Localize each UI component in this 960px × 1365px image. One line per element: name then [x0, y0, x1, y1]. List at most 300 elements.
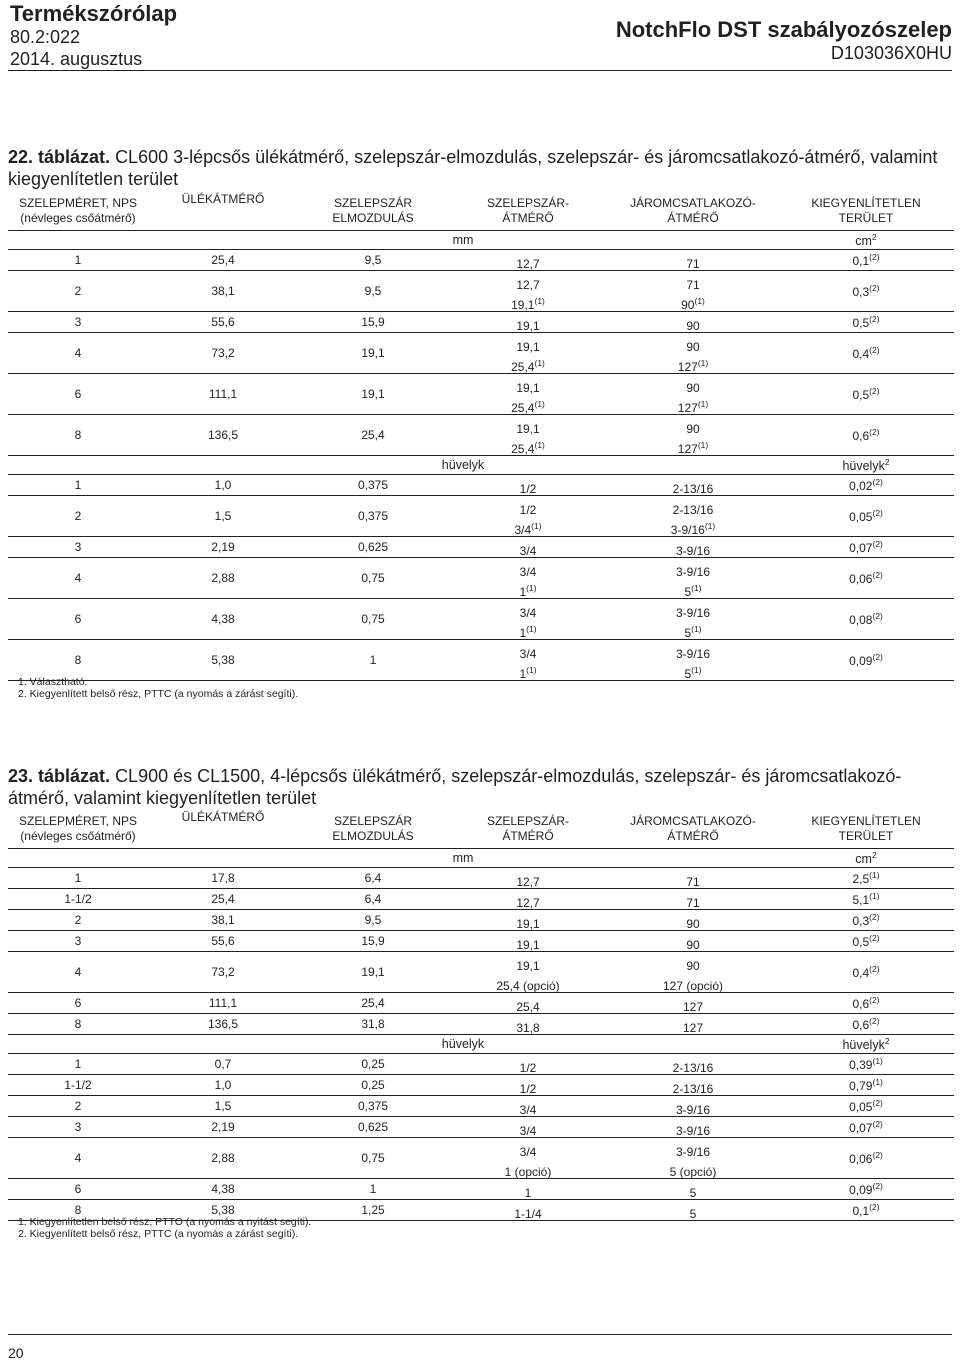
unit-label: mm [148, 231, 778, 250]
cell-area-note: (2) [869, 427, 880, 437]
cell-area-note: (2) [869, 345, 880, 355]
table-row [8, 1138, 954, 1179]
cell-yoke-line [608, 333, 778, 353]
cell-area-note: (2) [872, 1119, 883, 1129]
cell-yoke [608, 1200, 778, 1221]
cell-stem-line [448, 1096, 608, 1116]
table22-caption-text: CL600 3-lépcsős ülékátmérő, szelepszár-elmozdulás, szelepszár- és járomcsatlakozó-átmérő, valamint kiegyenlítetlen terület [8, 147, 938, 189]
cell-yoke-line [608, 910, 778, 930]
cell-yoke-value: 90 [681, 298, 695, 312]
cell-travel: 0,625 [298, 1117, 448, 1138]
cell-area [778, 1096, 954, 1117]
cell-yoke [608, 250, 778, 271]
cell-yoke-value: 2-13/16 [672, 1061, 714, 1075]
cell-area-note: (2) [872, 1150, 883, 1160]
cell-size: 1 [8, 868, 148, 889]
cell-travel: 15,9 [298, 931, 448, 952]
cell-area-value: 0,05 [849, 510, 873, 524]
cell-stem-value: 1 [519, 626, 527, 640]
cell-yoke-value: 127 [682, 1000, 704, 1014]
cell-yoke [608, 1096, 778, 1117]
travel-column-header [298, 192, 448, 231]
cell-area-value: 0,1 [852, 1204, 870, 1218]
cell-port: 2,19 [148, 1117, 298, 1138]
cell-stem-value: 19,1 [516, 381, 540, 395]
table-row [8, 333, 954, 374]
header-rule [8, 70, 952, 71]
cell-area-note: (1) [872, 1077, 883, 1087]
cell-yoke [608, 415, 778, 456]
footnote: 1. Választható. [18, 676, 88, 688]
cell-yoke-line [608, 889, 778, 909]
cell-size: 8 [8, 1200, 148, 1221]
cell-stem-value: 1 [519, 585, 527, 599]
table-row [8, 374, 954, 415]
cell-port: 38,1 [148, 271, 298, 312]
cell-area-value: 0,05 [849, 1100, 873, 1114]
cell-area [778, 271, 954, 312]
cell-stem-line [448, 333, 608, 353]
cell-yoke [608, 1054, 778, 1075]
cell-size: 8 [8, 415, 148, 456]
table-row [8, 889, 954, 910]
cell-port: 1,5 [148, 1096, 298, 1117]
cell-stem [448, 312, 608, 333]
cell-size: 3 [8, 537, 148, 558]
cell-yoke [608, 952, 778, 993]
cell-stem-value: 1-1/4 [514, 1207, 542, 1221]
stem-column-header [448, 192, 608, 231]
cell-yoke-value: 3-9/16 [675, 1124, 711, 1138]
cell-travel: 31,8 [298, 1014, 448, 1035]
table23-notes [18, 1216, 311, 1240]
cell-area-note: (2) [869, 912, 880, 922]
cell-stem-value: 19,1 [516, 917, 540, 931]
cell-yoke-line [608, 599, 778, 619]
table-row [8, 1096, 954, 1117]
cell-travel: 1 [298, 1179, 448, 1200]
table23-caption-number: 23. táblázat. [8, 766, 111, 786]
cell-area [778, 1200, 954, 1221]
header-row [8, 192, 954, 231]
cell-area [778, 993, 954, 1014]
cell-stem [448, 993, 608, 1014]
cell-area-value: 0,6 [852, 1018, 870, 1032]
cell-yoke-value: 5 [684, 626, 692, 640]
cell-stem [448, 1117, 608, 1138]
cell-yoke [608, 1075, 778, 1096]
cell-area [778, 889, 954, 910]
unit-label: mm [148, 849, 778, 868]
cell-stem-value: 3/4 [519, 1103, 537, 1117]
cell-yoke-value: 3-9/16 [675, 565, 711, 579]
cell-size: 6 [8, 374, 148, 415]
table-row [8, 496, 954, 537]
cell-yoke-line [608, 931, 778, 951]
cell-area-note: (2) [872, 1181, 883, 1191]
cell-yoke-value: 2-13/16 [672, 482, 714, 496]
table-row [8, 640, 954, 681]
cell-stem [448, 271, 608, 312]
cell-yoke-note: (1) [694, 296, 705, 306]
cell-travel: 19,1 [298, 374, 448, 415]
area-unit-exponent: 2 [871, 231, 877, 242]
cell-yoke-line [608, 516, 778, 536]
product-name: NotchFlo DST szabályozószelep [615, 17, 952, 42]
cell-yoke-value: 3-9/16 [675, 544, 711, 558]
cell-stem-line [448, 578, 608, 598]
cell-stem-value: 19,1 [516, 938, 540, 952]
cell-yoke-value: 71 [686, 896, 700, 910]
cell-area-value: 0,09 [849, 1183, 873, 1197]
cell-yoke-line [608, 1054, 778, 1074]
cell-stem-line [448, 353, 608, 373]
area-column-header [778, 810, 954, 849]
cell-size: 4 [8, 952, 148, 993]
cell-travel: 1 [298, 640, 448, 681]
cell-area-value: 0,6 [852, 997, 870, 1011]
size-column-header-line: (névleges csőátmérő) [20, 829, 136, 843]
cell-port: 73,2 [148, 952, 298, 993]
cell-stem [448, 333, 608, 374]
cell-stem-line [448, 1014, 608, 1034]
cell-yoke-value: 5 (opció) [669, 1165, 717, 1179]
cell-yoke-line [608, 475, 778, 495]
cell-travel: 0,25 [298, 1075, 448, 1096]
stem-column-header-line: ÁTMÉRŐ [502, 829, 554, 843]
cell-stem-value: 3/4 [519, 606, 537, 620]
cell-travel: 0,75 [298, 599, 448, 640]
cell-port: 25,4 [148, 889, 298, 910]
table-row [8, 250, 954, 271]
cell-stem-line [448, 972, 608, 992]
cell-stem [448, 1014, 608, 1035]
cell-port: 0,7 [148, 1054, 298, 1075]
cell-stem-line [448, 496, 608, 516]
cell-area-value: 0,06 [849, 1152, 873, 1166]
cell-port: 5,38 [148, 1200, 298, 1221]
cell-travel: 0,25 [298, 1054, 448, 1075]
cell-area [778, 415, 954, 456]
cell-yoke-note: (1) [691, 665, 702, 675]
cell-area-note: (2) [869, 1202, 880, 1212]
cell-stem [448, 640, 608, 681]
stem-column-header [448, 810, 608, 849]
table22-caption [8, 146, 948, 190]
cell-size: 4 [8, 1138, 148, 1179]
unit-row-inch [8, 1035, 954, 1054]
cell-stem [448, 599, 608, 640]
table-row [8, 1117, 954, 1138]
cell-yoke-line [608, 868, 778, 888]
cell-port: 25,4 [148, 250, 298, 271]
cell-yoke-line [608, 250, 778, 270]
cell-stem-line [448, 1158, 608, 1178]
cell-area-value: 0,08 [849, 613, 873, 627]
cell-area [778, 333, 954, 374]
cell-yoke-value: 71 [686, 278, 700, 292]
cell-stem-line [448, 993, 608, 1013]
cell-yoke-note: (1) [691, 583, 702, 593]
cell-stem [448, 496, 608, 537]
area-column-header-line: KIEGYENLÍTETLEN [811, 196, 921, 210]
cell-size: 1-1/2 [8, 889, 148, 910]
table22-notes [18, 676, 298, 700]
table23-caption-text: CL900 és CL1500, 4-lépcsős ülékátmérő, szelepszár-elmozdulás, szelepszár- és járomcsatlakozó-átmérő, valamint kiegyenlítetlen terület [8, 766, 902, 808]
area-unit-label [778, 231, 954, 250]
cell-size: 6 [8, 599, 148, 640]
cell-size: 1-1/2 [8, 1075, 148, 1096]
header-right [616, 18, 952, 64]
unit-label: hüvelyk [148, 1035, 778, 1054]
cell-stem-value: 3/4 [519, 544, 537, 558]
cell-yoke-value: 71 [686, 875, 700, 889]
cell-area-value: 0,5 [852, 316, 870, 330]
cell-stem [448, 1138, 608, 1179]
cell-yoke-line [608, 496, 778, 516]
area-unit: cm [855, 234, 872, 249]
cell-yoke [608, 868, 778, 889]
cell-area-value: 0,07 [849, 541, 873, 555]
cell-stem-value: 1 [524, 1186, 532, 1200]
cell-yoke [608, 910, 778, 931]
stem-column-header-line: SZELEPSZÁR- [486, 814, 570, 828]
cell-port: 2,88 [148, 1138, 298, 1179]
cell-stem [448, 952, 608, 993]
port-column-header [148, 192, 298, 231]
cell-stem-value: 25,4 (opció) [496, 979, 560, 993]
travel-column-header [298, 810, 448, 849]
cell-size: 3 [8, 1117, 148, 1138]
cell-yoke-note: (1) [697, 358, 709, 368]
cell-stem-value: 1 [519, 667, 527, 681]
cell-stem-line [448, 1117, 608, 1137]
cell-size: 2 [8, 910, 148, 931]
size-column-header [8, 810, 148, 849]
cell-travel: 6,4 [298, 889, 448, 910]
cell-area-value: 0,06 [849, 572, 873, 586]
cell-port: 1,5 [148, 496, 298, 537]
cell-yoke [608, 271, 778, 312]
area-unit-exponent: 2 [884, 456, 890, 467]
size-column-header-line: SZELEPMÉRET, NPS [18, 196, 138, 210]
cell-yoke-value: 90 [686, 319, 700, 333]
area-column-header-line: TERÜLET [838, 211, 894, 225]
cell-yoke-note: (1) [704, 521, 716, 531]
footnote: 1. Kiegyenlítetlen belső rész, PTTO (a nyomás a nyitást segíti). [18, 1216, 312, 1228]
cell-yoke-line [608, 558, 778, 578]
cell-port: 17,8 [148, 868, 298, 889]
cell-travel: 0,375 [298, 496, 448, 537]
cell-stem-line [448, 931, 608, 951]
cell-area-note: (2) [872, 1098, 883, 1108]
cell-area [778, 910, 954, 931]
cell-yoke-value: 90 [686, 422, 700, 436]
cell-area [778, 868, 954, 889]
cell-yoke-line [608, 578, 778, 598]
cell-area-value: 0,5 [852, 388, 870, 402]
cell-yoke-value: 90 [686, 381, 700, 395]
cell-stem-line [448, 619, 608, 639]
doc-type: Termékszórólap [10, 1, 178, 26]
table-row [8, 952, 954, 993]
cell-area-note: (2) [869, 964, 880, 974]
cell-travel: 0,75 [298, 558, 448, 599]
cell-stem [448, 475, 608, 496]
cell-area-value: 0,07 [849, 1121, 873, 1135]
cell-area-note: (2) [872, 652, 883, 662]
cell-stem-value: 3/4 [519, 647, 537, 661]
cell-yoke-value: 3-9/16 [675, 1103, 711, 1117]
cell-stem-value: 12,7 [516, 278, 540, 292]
table-row [8, 599, 954, 640]
cell-stem-value: 31,8 [516, 1021, 540, 1035]
footer-rule [8, 1334, 952, 1335]
cell-area-value: 0,3 [852, 285, 870, 299]
cell-area-value: 5,1 [852, 893, 870, 907]
cell-size: 2 [8, 1096, 148, 1117]
cell-yoke-line [608, 640, 778, 660]
cell-stem [448, 910, 608, 931]
cell-stem-value: 12,7 [516, 875, 540, 889]
table-row [8, 1179, 954, 1200]
cell-stem-value: 19,1 [516, 340, 540, 354]
cell-stem [448, 931, 608, 952]
cell-yoke [608, 312, 778, 333]
cell-stem-note: (1) [534, 399, 545, 409]
cell-yoke [608, 537, 778, 558]
cell-yoke [608, 374, 778, 415]
cell-stem-line [448, 537, 608, 557]
cell-stem-line [448, 250, 608, 270]
cell-yoke [608, 1117, 778, 1138]
cell-port: 2,88 [148, 558, 298, 599]
cell-travel: 25,4 [298, 415, 448, 456]
cell-yoke [608, 1179, 778, 1200]
cell-stem [448, 1096, 608, 1117]
cell-yoke [608, 640, 778, 681]
cell-travel: 0,375 [298, 475, 448, 496]
cell-stem-note: (1) [526, 665, 537, 675]
cell-stem-value: 1 (opció) [504, 1165, 552, 1179]
page-header [0, 0, 960, 70]
cell-yoke-value: 3-9/16 [675, 1145, 711, 1159]
yoke-column-header-line: ÁTMÉRŐ [667, 829, 719, 843]
cell-stem-line [448, 1200, 608, 1220]
cell-area [778, 640, 954, 681]
cell-area-note: (2) [869, 314, 880, 324]
table23-caption [8, 765, 948, 809]
cell-area-value: 0,02 [849, 479, 873, 493]
cell-port: 136,5 [148, 1014, 298, 1035]
cell-yoke-line [608, 1158, 778, 1178]
cell-stem [448, 250, 608, 271]
unit-spacer [8, 456, 148, 475]
area-unit: hüvelyk [842, 1038, 885, 1053]
cell-yoke-line [608, 1200, 778, 1220]
cell-yoke [608, 599, 778, 640]
unit-row-mm [8, 231, 954, 250]
cell-stem-line [448, 312, 608, 332]
cell-stem-line [448, 952, 608, 972]
cell-stem-line [448, 1179, 608, 1199]
table-row [8, 558, 954, 599]
cell-area [778, 1014, 954, 1035]
size-column-header-line: SZELEPMÉRET, NPS [18, 814, 138, 828]
cell-port: 2,19 [148, 537, 298, 558]
cell-area-note: (2) [869, 933, 880, 943]
cell-stem-line [448, 660, 608, 680]
cell-stem-value: 3/4 [519, 1145, 537, 1159]
footnote: 2. Kiegyenlített belső rész, PTTC (a nyomás a zárást segíti). [18, 688, 299, 700]
travel-column-header-line: ELMOZDULÁS [332, 829, 414, 843]
cell-stem-line [448, 889, 608, 909]
unit-row-mm [8, 849, 954, 868]
cell-area-note: (1) [872, 1056, 883, 1066]
cell-area-value: 2,5 [852, 872, 870, 886]
cell-area-note: (2) [872, 611, 883, 621]
stem-column-header-line: ÁTMÉRŐ [502, 211, 554, 225]
cell-size: 1 [8, 1054, 148, 1075]
cell-size: 1 [8, 475, 148, 496]
cell-stem-note: (1) [526, 624, 537, 634]
cell-stem-line [448, 374, 608, 394]
cell-yoke-line [608, 1117, 778, 1137]
cell-yoke-value: 2-13/16 [672, 1082, 714, 1096]
cell-area-value: 0,4 [852, 966, 870, 980]
cell-stem-note: (1) [526, 583, 537, 593]
cell-stem-value: 3/4 [519, 1124, 537, 1138]
table-row [8, 1014, 954, 1035]
cell-yoke-value: 71 [686, 257, 700, 271]
cell-port: 4,38 [148, 1179, 298, 1200]
cell-stem-value: 19,1 [516, 959, 540, 973]
cell-stem-value: 25,4 [511, 401, 535, 415]
cell-stem-line [448, 415, 608, 435]
cell-stem-value: 25,4 [511, 360, 535, 374]
cell-area-value: 0,39 [849, 1058, 873, 1072]
cell-stem-value: 3/4 [519, 565, 537, 579]
cell-area [778, 1117, 954, 1138]
table-row [8, 868, 954, 889]
cell-yoke-line [608, 291, 778, 311]
cell-area [778, 312, 954, 333]
travel-column-header-line: SZELEPSZÁR [333, 814, 413, 828]
page-number: 20 [8, 1345, 24, 1361]
cell-stem-note: (1) [534, 296, 545, 306]
cell-stem [448, 1054, 608, 1075]
cell-yoke-value: 2-13/16 [672, 503, 714, 517]
doc-number: 80.2:022 [10, 27, 81, 47]
cell-yoke-line [608, 394, 778, 414]
cell-area-note: (2) [869, 386, 880, 396]
cell-stem-line [448, 1138, 608, 1158]
cell-yoke-value: 127 (opció) [662, 979, 724, 993]
yoke-column-header [608, 810, 778, 849]
cell-area-note: (1) [869, 870, 880, 880]
area-unit-exponent: 2 [871, 849, 877, 860]
cell-size: 3 [8, 312, 148, 333]
cell-area [778, 599, 954, 640]
yoke-column-header [608, 192, 778, 231]
header-row [8, 810, 954, 849]
cell-port: 4,38 [148, 599, 298, 640]
cell-stem [448, 1179, 608, 1200]
table-row [8, 993, 954, 1014]
port-column-header-line: ÜLÉKÁTMÉRŐ [181, 810, 265, 824]
cell-stem-line [448, 516, 608, 536]
cell-stem-value: 1/2 [519, 1082, 537, 1096]
